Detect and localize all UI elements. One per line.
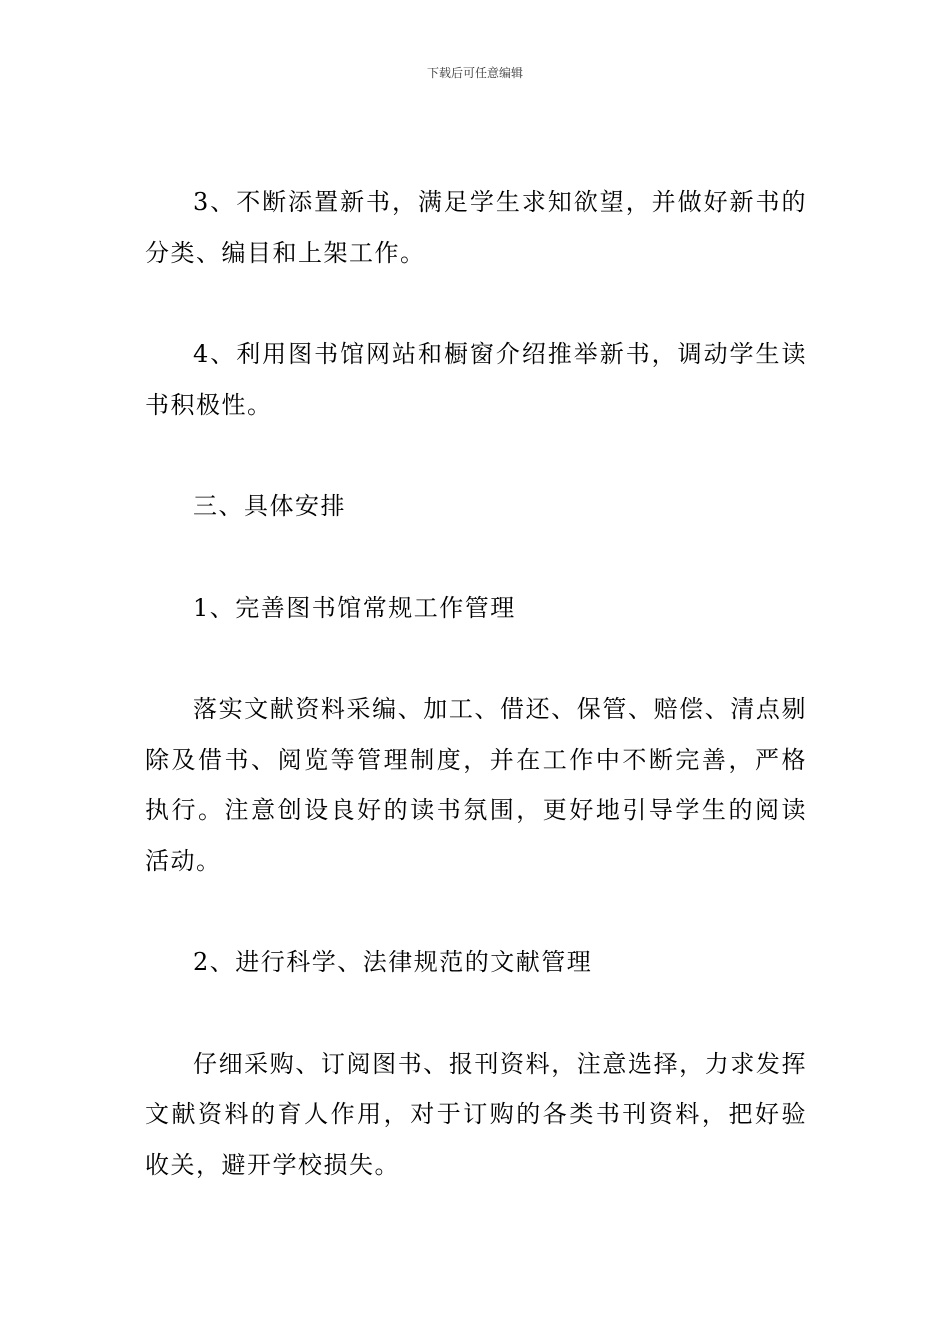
subheading-routine-management: 1、完善图书馆常规工作管理	[193, 593, 516, 622]
paragraph-spacer	[145, 278, 807, 329]
document-body	[145, 177, 807, 1190]
page-header: 下载后可任意编辑	[426, 66, 523, 80]
paragraph-spacer	[145, 430, 807, 481]
paragraph-add-new-books: 3、不断添置新书，满足学生求知欲望，并做好新书的分类、编目和上架工作。	[145, 188, 807, 267]
subheading-document-management: 2、进行科学、法律规范的文献管理	[193, 948, 593, 976]
paragraph-spacer	[145, 886, 807, 937]
paragraph-procurement: 仔细采购、订阅图书、报刊资料，注意选择，力求发挥文献资料的育人作用，对于订购的各类书刊资料，把好验收关，避开学校损失。	[145, 1049, 807, 1179]
paragraph-recommend-books: 4、利用图书馆网站和橱窗介绍推举新书，调动学生读书积极性。	[145, 340, 807, 419]
paragraph-spacer	[145, 633, 807, 684]
paragraph-spacer	[145, 988, 807, 1039]
paragraph-spacer	[145, 532, 807, 583]
paragraph-management-rules: 落实文献资料采编、加工、借还、保管、赔偿、清点剔除及借书、阅览等管理制度，并在工作中不断完善，严格执行。注意创设良好的读书氛围，更好地引导学生的阅读活动。	[145, 695, 807, 875]
section-heading-arrangements: 三、具体安排	[193, 492, 346, 520]
